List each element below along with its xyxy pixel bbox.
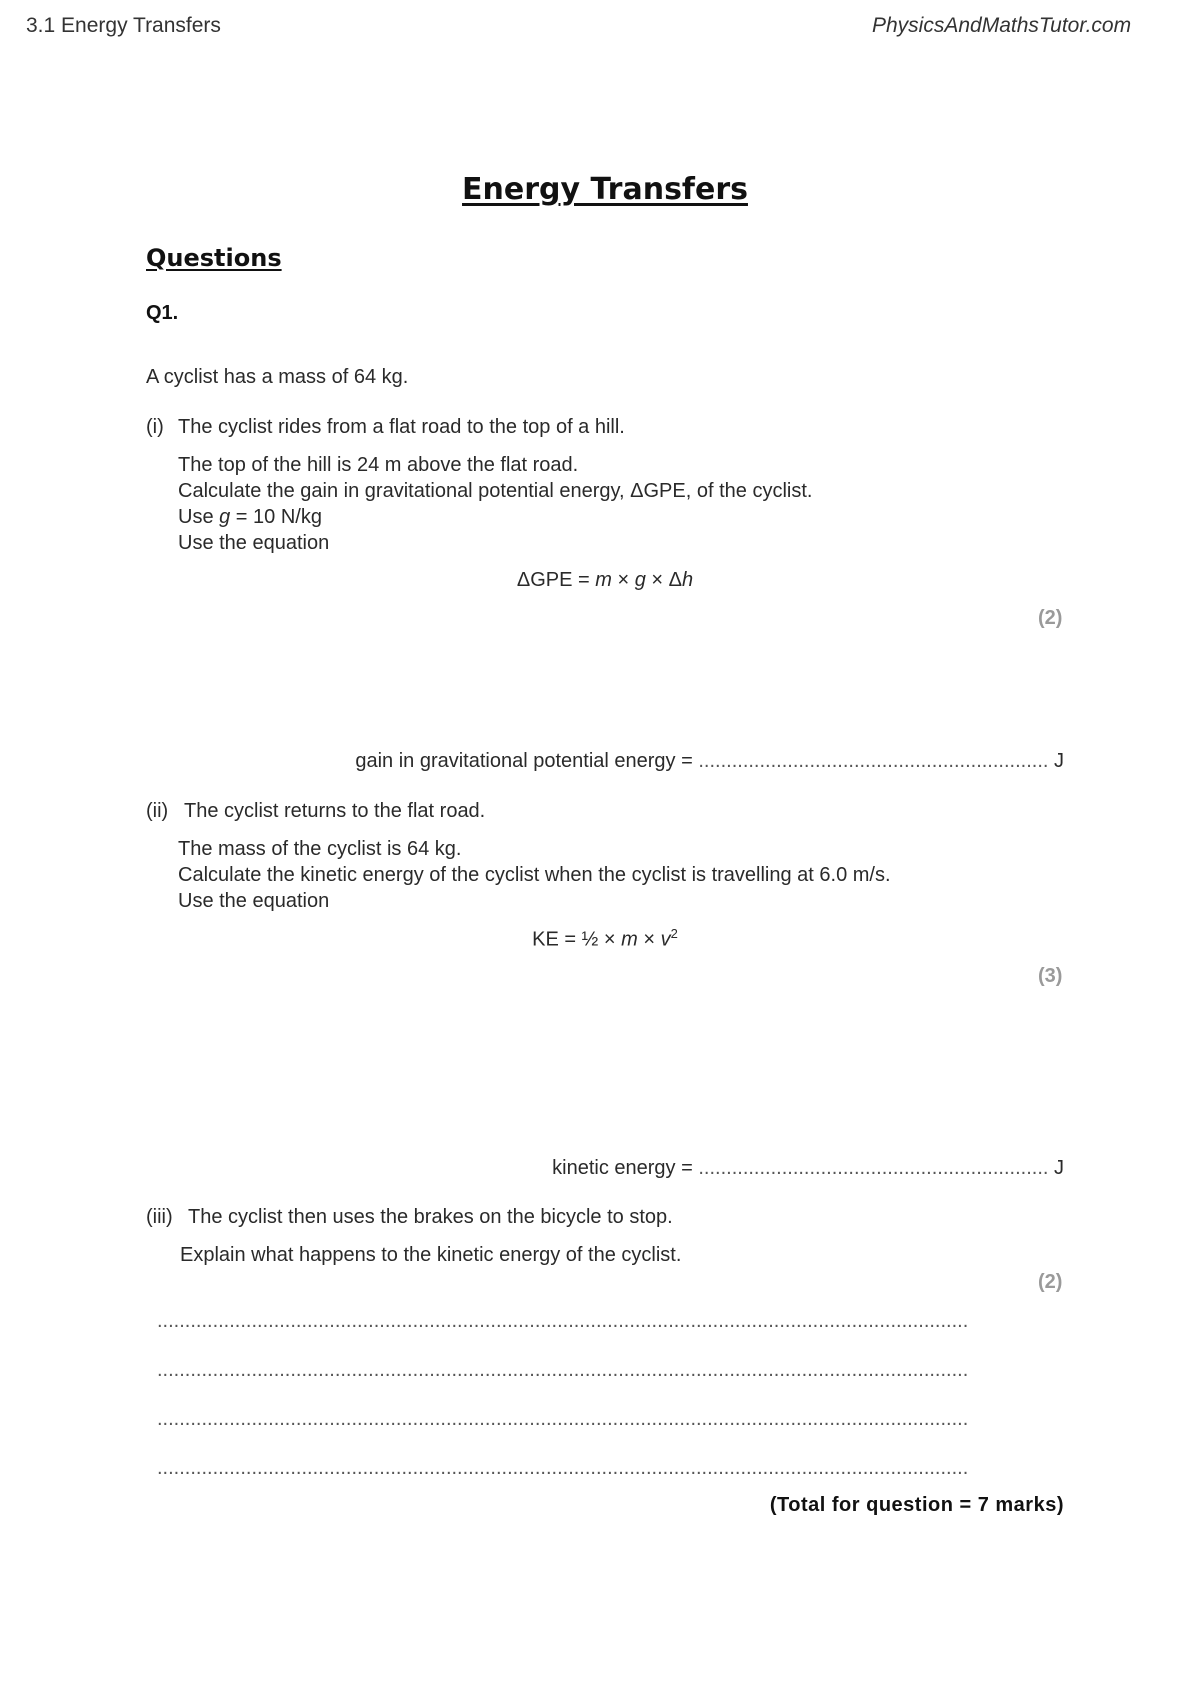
question-number: Q1.: [146, 302, 179, 324]
page-title: Energy Transfers: [462, 172, 748, 207]
part-i-line-instruction: Calculate the gain in gravitational potential energy, ΔGPE, of the cyclist.: [178, 480, 813, 502]
question-intro: A cyclist has a mass of 64 kg.: [146, 366, 409, 388]
section-heading: Questions: [146, 244, 282, 272]
part-ii-marks: (3): [1038, 965, 1063, 987]
running-header-source: PhysicsAndMathsTutor.com: [872, 14, 1132, 37]
part-iii-label: (iii): [146, 1206, 173, 1228]
part-iii-marks: (2): [1038, 1271, 1063, 1293]
part-i-label: (i): [146, 416, 164, 438]
answer-line[interactable]: ..................................................................................................................................................: [157, 1359, 969, 1381]
part-ii-answer-line[interactable]: kinetic energy = ............................................................... J: [552, 1157, 1064, 1179]
part-iii-instruction: Explain what happens to the kinetic energy of the cyclist.: [180, 1244, 682, 1266]
part-ii-line-equation-intro: Use the equation: [178, 890, 330, 912]
part-iii-heading: The cyclist then uses the brakes on the bicycle to stop.: [188, 1206, 673, 1228]
part-ii-line-instruction: Calculate the kinetic energy of the cyclist when the cyclist is travelling at 6.0 m/s.: [178, 864, 891, 886]
part-ii-label: (ii): [146, 800, 169, 822]
answer-line[interactable]: ..................................................................................................................................................: [157, 1408, 969, 1430]
part-i-heading: The cyclist rides from a flat road to the top of a hill.: [178, 416, 625, 438]
running-header-topic: 3.1 Energy Transfers: [26, 14, 221, 37]
question-total-marks: (Total for question = 7 marks): [769, 1494, 1064, 1516]
gpe-equation: ΔGPE = m × g × Δh: [516, 569, 694, 591]
part-i-line-equation-intro: Use the equation: [178, 532, 330, 554]
part-i-line-height: The top of the hill is 24 m above the flat road.: [178, 454, 579, 476]
answer-line[interactable]: ..................................................................................................................................................: [157, 1457, 969, 1479]
ke-equation: KE = ½ × $m \times v^2$: [532, 926, 678, 951]
answer-line[interactable]: ..................................................................................................................................................: [157, 1310, 969, 1332]
part-i-marks: (2): [1038, 607, 1063, 629]
part-ii-heading: The cyclist returns to the flat road.: [184, 800, 486, 822]
part-i-line-g: Use g = 10 N/kg: [178, 506, 322, 528]
part-ii-line-mass: The mass of the cyclist is 64 kg.: [178, 838, 462, 860]
part-i-answer-line[interactable]: gain in gravitational potential energy = ............................................................... J: [355, 750, 1064, 772]
